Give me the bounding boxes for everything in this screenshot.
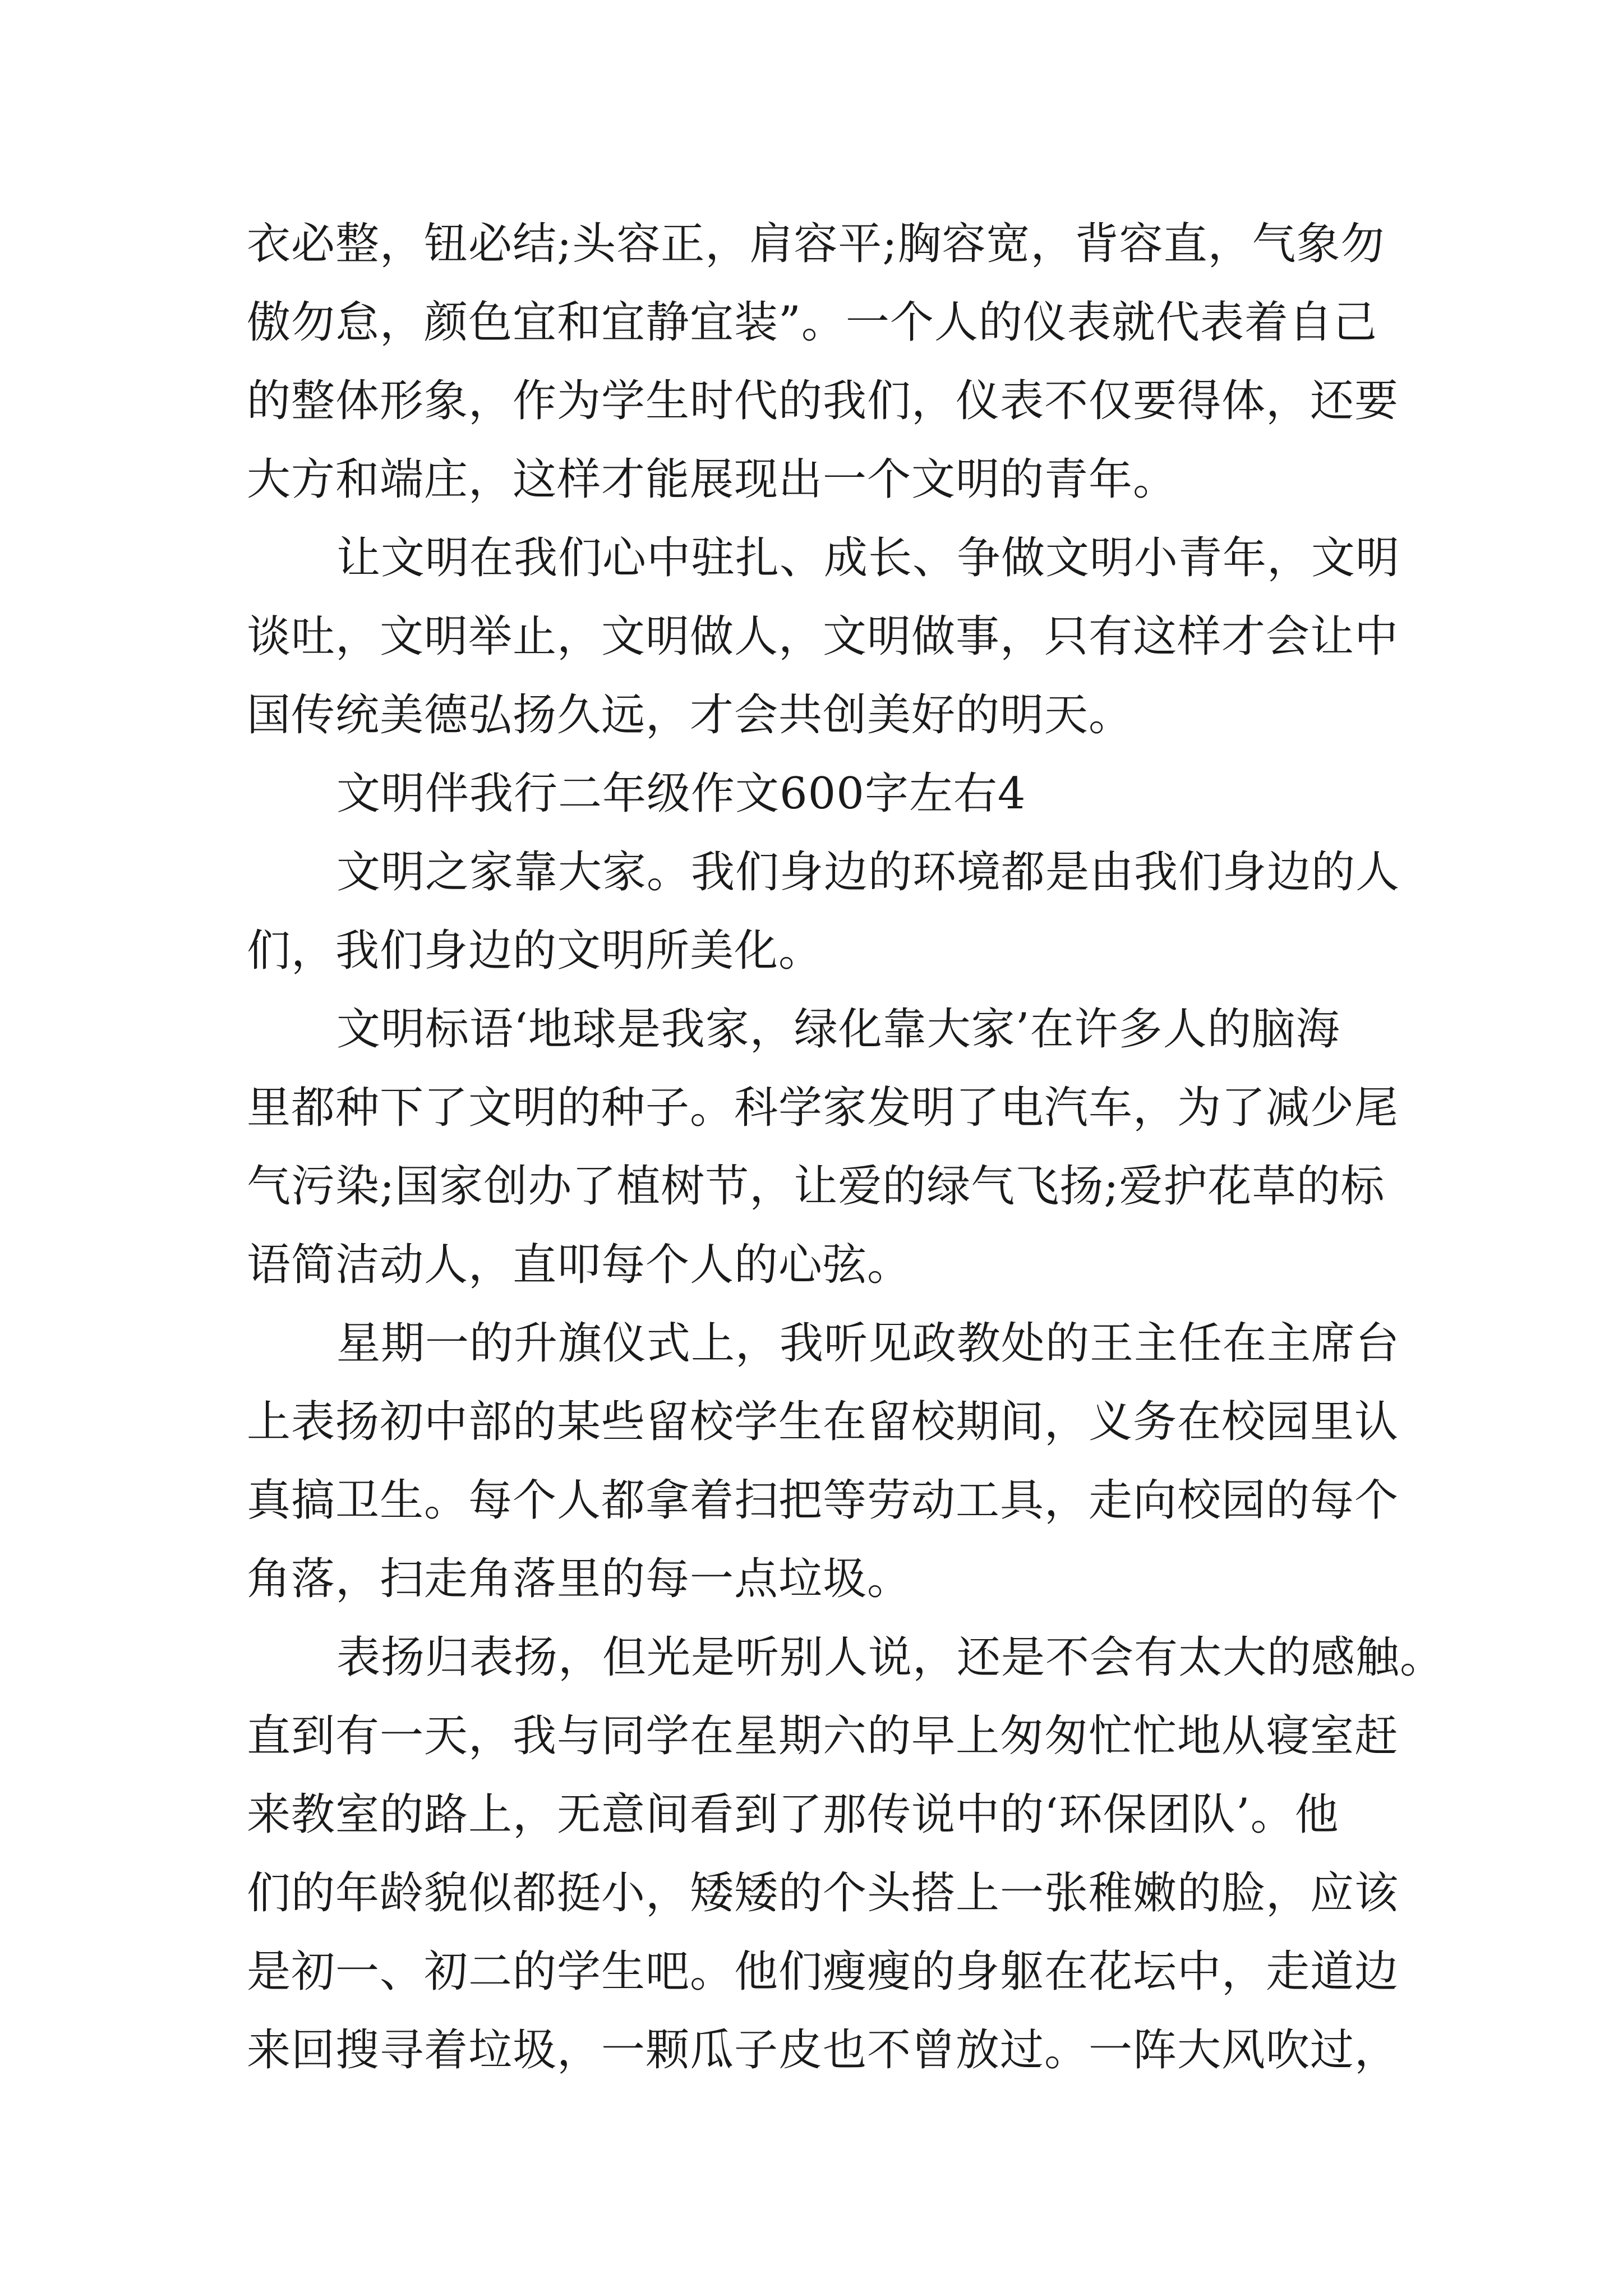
text-line: 真搞卫生。每个人都拿着扫把等劳动工具，走向校园的每个 [247,1475,1399,1526]
paragraph-first-line: 文明之家靠大家。我们身边的环境都是由我们身边的人 [336,847,1400,898]
text-line: 谈吐，文明举止，文明做人，文明做事，只有这样才会让中 [247,611,1399,662]
text-line: 的整体形象，作为学生时代的我们，仪表不仅要得体，还要 [247,376,1399,426]
text-line: 上表扬初中部的某些留校学生在留校期间，义务在校园里认 [247,1397,1399,1447]
text-line: 大方和端庄，这样才能展现出一个文明的青年。 [247,454,1178,505]
text-line: 气污染;国家创办了植树节，让爱的绿气飞扬;爱护花草的标 [247,1161,1385,1212]
text-line: 语简洁动人，直叩每个人的心弦。 [247,1240,912,1290]
paragraph-first-line: 表扬归表扬，但光是听别人说，还是不会有太大的感触。 [336,1632,1445,1683]
text-line: 角落，扫走角落里的每一点垃圾。 [247,1554,912,1604]
paragraph-first-line: 星期一的升旗仪式上，我听见政教处的王主任在主席台 [336,1318,1400,1369]
paragraph-first-line: 让文明在我们心中驻扎、成长、争做文明小青年，文明 [336,533,1400,583]
text-line: 衣必整，钮必结;头容正，肩容平;胸容宽，背容直，气象勿 [247,219,1385,269]
text-line: 傲勿怠，颜色宜和宜静宜装”。一个人的仪表就代表着自己 [247,297,1377,348]
section-heading: 文明伴我行二年级作文600字左右4 [336,769,1026,819]
text-line: 是初一、初二的学生吧。他们瘦瘦的身躯在花坛中，走道边 [247,1947,1399,1997]
text-line: 来教室的路上，无意间看到了那传说中的‘环保团队’。他 [247,1789,1339,1840]
paragraph-first-line: 文明标语‘地球是我家，绿化靠大家’在许多人的脑海 [336,1004,1340,1055]
text-line: 直到有一天，我与同学在星期六的早上匆匆忙忙地从寝室赶 [247,1711,1399,1761]
text-line: 们的年龄貌似都挺小，矮矮的个头搭上一张稚嫩的脸，应该 [247,1868,1399,1918]
text-line: 们，我们身边的文明所美化。 [247,926,823,976]
text-line: 来回搜寻着垃圾，一颗瓜子皮也不曾放过。一阵大风吹过， [247,2025,1399,2076]
text-line: 里都种下了文明的种子。科学家发明了电汽车，为了减少尾 [247,1083,1399,1133]
text-line: 国传统美德弘扬久远，才会共创美好的明天。 [247,690,1133,740]
